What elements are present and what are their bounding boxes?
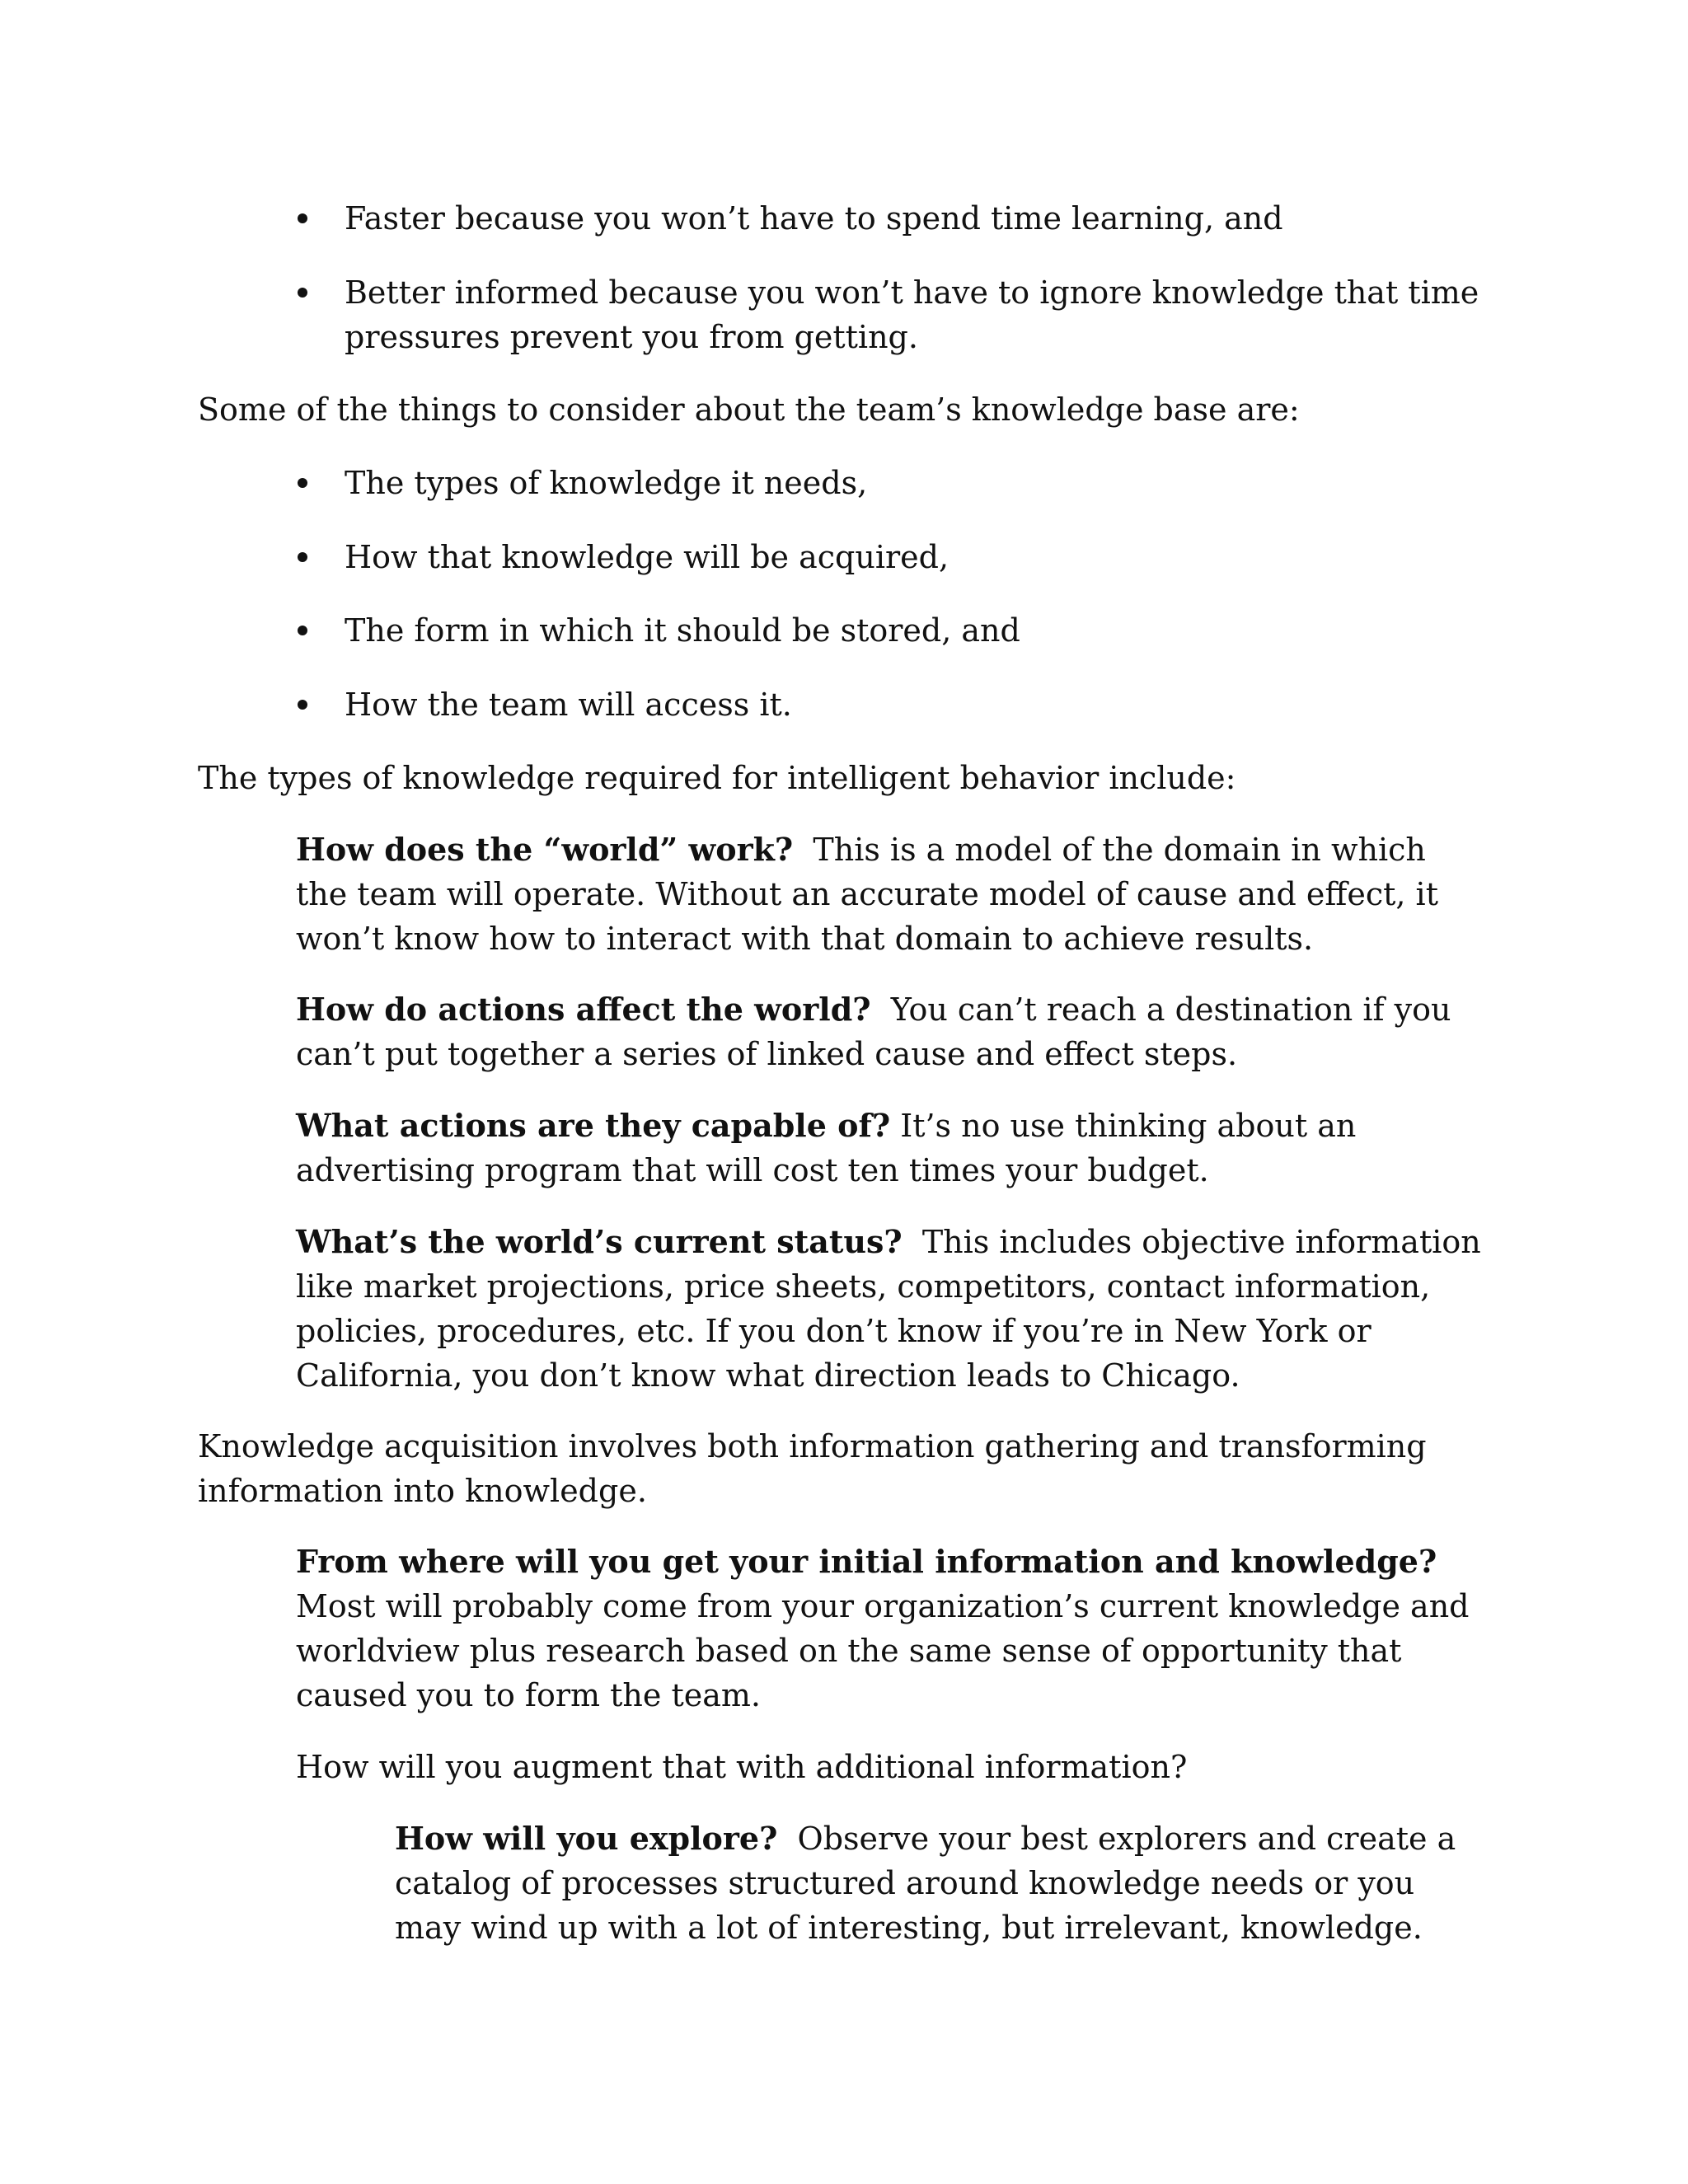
paragraph-knowledge-base: Some of the things to consider about the team’s knowledge base are: xyxy=(198,391,1300,428)
heading-current-status: What’s the world’s current status? xyxy=(296,1223,903,1260)
heading-world-work: How does the “world” work? xyxy=(296,831,794,868)
section-line: worldview plus research based on the same sense of opportunity that xyxy=(296,1633,1402,1669)
bullet-line: Better informed because you won’t have to ignore knowledge that time xyxy=(345,274,1479,311)
bullet-line: pressures prevent you from getting. xyxy=(345,319,918,355)
bullet-item-stored: The form in which it should be stored, and xyxy=(345,612,1020,649)
section-actions-capable xyxy=(296,1104,1356,1193)
section-line: can’t put together a series of linked cause and effect steps. xyxy=(296,1036,1238,1072)
section-text: This includes objective information xyxy=(921,1224,1481,1260)
bullet-icon xyxy=(298,626,307,635)
bullet-item-access: How the team will access it. xyxy=(345,687,792,723)
section-initial-info xyxy=(296,1540,1470,1718)
bullet-icon xyxy=(298,552,307,562)
bullet-icon xyxy=(298,288,307,298)
section-current-status xyxy=(296,1220,1481,1398)
section-line: won’t know how to interact with that domain to achieve results. xyxy=(296,921,1314,957)
section-text: Observe your best explorers and create a xyxy=(797,1821,1456,1857)
section-line: advertising program that will cost ten times your budget. xyxy=(296,1152,1209,1188)
section-line: caused you to form the team. xyxy=(296,1677,761,1713)
heading-actions-capable: What actions are they capable of? xyxy=(296,1107,891,1144)
bullet-icon xyxy=(298,700,307,710)
paragraph-augment: How will you augment that with additional information? xyxy=(296,1749,1188,1785)
section-line: policies, procedures, etc. If you don’t know if you’re in New York or xyxy=(296,1313,1372,1349)
paragraph-knowledge-types: The types of knowledge required for intelligent behavior include: xyxy=(198,760,1236,796)
section-line: the team will operate. Without an accurate model of cause and effect, it xyxy=(296,876,1438,912)
bullet-item-better-informed xyxy=(345,270,1479,359)
section-text: It’s no use thinking about an xyxy=(900,1108,1357,1144)
paragraph-line: information into knowledge. xyxy=(198,1473,647,1509)
bullet-icon xyxy=(298,213,307,223)
section-line xyxy=(296,1104,1356,1148)
bullet-icon xyxy=(298,478,307,488)
section-line xyxy=(296,987,1451,1032)
section-line: catalog of processes structured around knowledge needs or you xyxy=(395,1865,1415,1901)
heading-initial-info: From where will you get your initial information and knowledge? xyxy=(296,1543,1437,1580)
section-line xyxy=(296,827,1438,872)
section-explore xyxy=(395,1816,1456,1950)
heading-actions-affect: How do actions affect the world? xyxy=(296,991,871,1028)
section-line: like market projections, price sheets, competitors, contact information, xyxy=(296,1268,1431,1305)
section-actions-affect xyxy=(296,987,1451,1076)
heading-explore: How will you explore? xyxy=(395,1820,778,1857)
bullet-item-faster: Faster because you won’t have to spend time learning, and xyxy=(345,200,1283,237)
bullet-item-acquired: How that knowledge will be acquired, xyxy=(345,539,950,575)
paragraph-knowledge-acquisition xyxy=(198,1424,1427,1513)
section-line: may wind up with a lot of interesting, but irrelevant, knowledge. xyxy=(395,1910,1423,1946)
section-line xyxy=(395,1816,1456,1861)
section-text: You can’t reach a destination if you xyxy=(890,991,1451,1028)
bullet-item-types: The types of knowledge it needs, xyxy=(345,465,868,501)
section-line: California, you don’t know what direction leads to Chicago. xyxy=(296,1357,1240,1394)
paragraph-line: Knowledge acquisition involves both information gathering and transforming xyxy=(198,1428,1427,1465)
section-line: Most will probably come from your organization’s current knowledge and xyxy=(296,1588,1470,1624)
section-line xyxy=(296,1220,1481,1264)
section-world-work xyxy=(296,827,1438,961)
section-text: This is a model of the domain in which xyxy=(813,832,1426,868)
